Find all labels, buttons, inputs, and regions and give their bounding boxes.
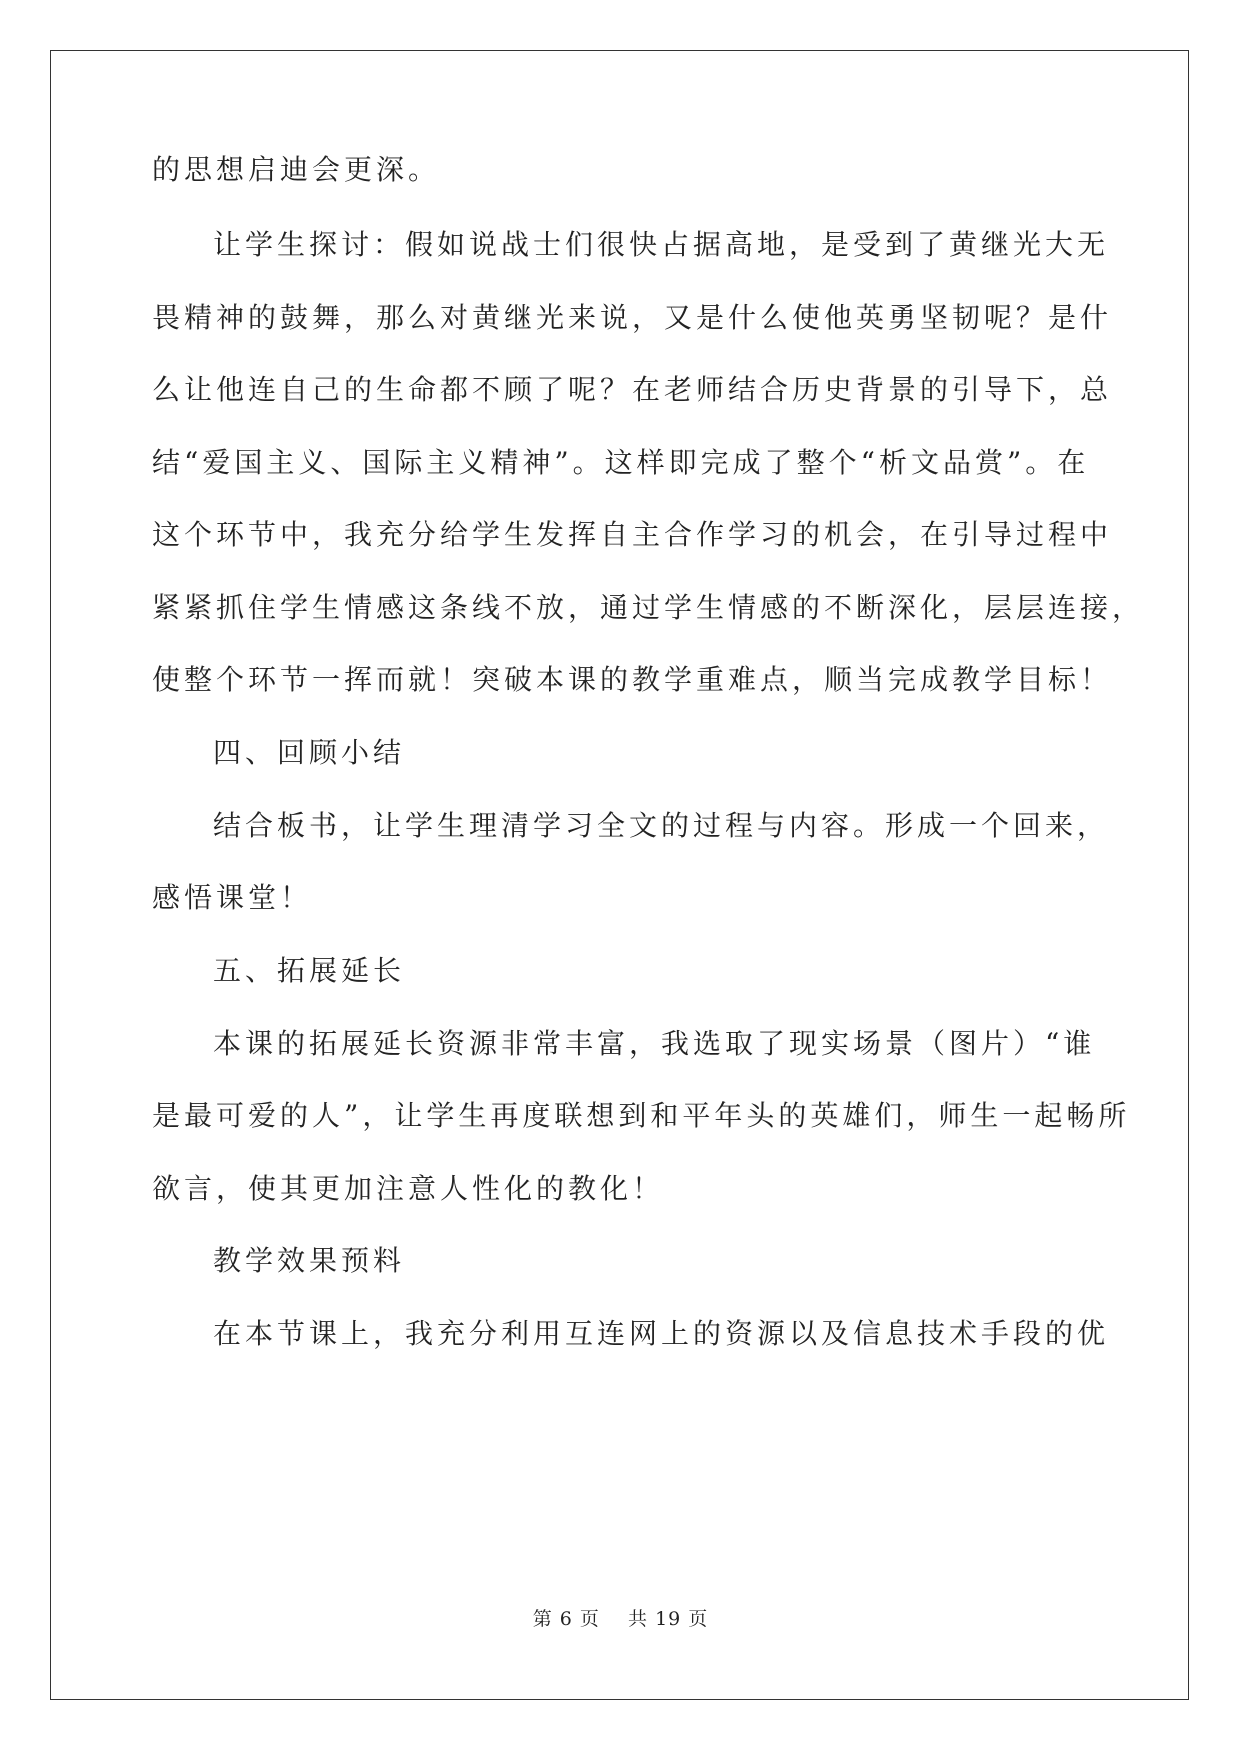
paragraph-line: 使整个环节一挥而就！突破本课的教学重难点，顺当完成教学目标！ xyxy=(152,663,1113,696)
paragraph-line: 在本节课上，我充分利用互连网上的资源以及信息技术手段的优 xyxy=(213,1317,1110,1350)
paragraph-line: 结“爱国主义、国际主义精神”。这样即完成了整个“析文品赏”。在 xyxy=(152,446,1090,479)
paragraph-line: 的思想启迪会更深。 xyxy=(152,153,441,186)
section-heading: 四、回顾小结 xyxy=(213,736,406,769)
paragraph-line: 是最可爱的人”，让学生再度联想到和平年头的英雄们，师生一起畅所 xyxy=(152,1099,1131,1132)
paragraph-line: 这个环节中，我充分给学生发挥自主合作学习的机会，在引导过程中 xyxy=(152,518,1113,551)
paragraph-line: 紧紧抓住学生情感这条线不放，通过学生情感的不断深化，层层连接， xyxy=(152,591,1145,624)
paragraph-line: 畏精神的鼓舞，那么对黄继光来说，又是什么使他英勇坚韧呢？是什 xyxy=(152,301,1113,334)
page-number: 第 6 页 共 19 页 xyxy=(532,1608,709,1630)
paragraph-line: 让学生探讨：假如说战士们很快占据高地，是受到了黄继光大无 xyxy=(213,228,1110,261)
paragraph-line: 欲言，使其更加注意人性化的教化！ xyxy=(152,1172,665,1205)
paragraph-line: 感悟课堂！ xyxy=(152,881,313,914)
paragraph-line: 结合板书，让学生理清学习全文的过程与内容。形成一个回来， xyxy=(213,809,1110,842)
section-heading: 教学效果预料 xyxy=(213,1244,406,1277)
paragraph-line: 么让他连自己的生命都不顾了呢？在老师结合历史背景的引导下，总 xyxy=(152,373,1113,406)
section-heading: 五、拓展延长 xyxy=(213,954,406,987)
paragraph-line: 本课的拓展延长资源非常丰富，我选取了现实场景（图片）“谁 xyxy=(213,1027,1096,1060)
